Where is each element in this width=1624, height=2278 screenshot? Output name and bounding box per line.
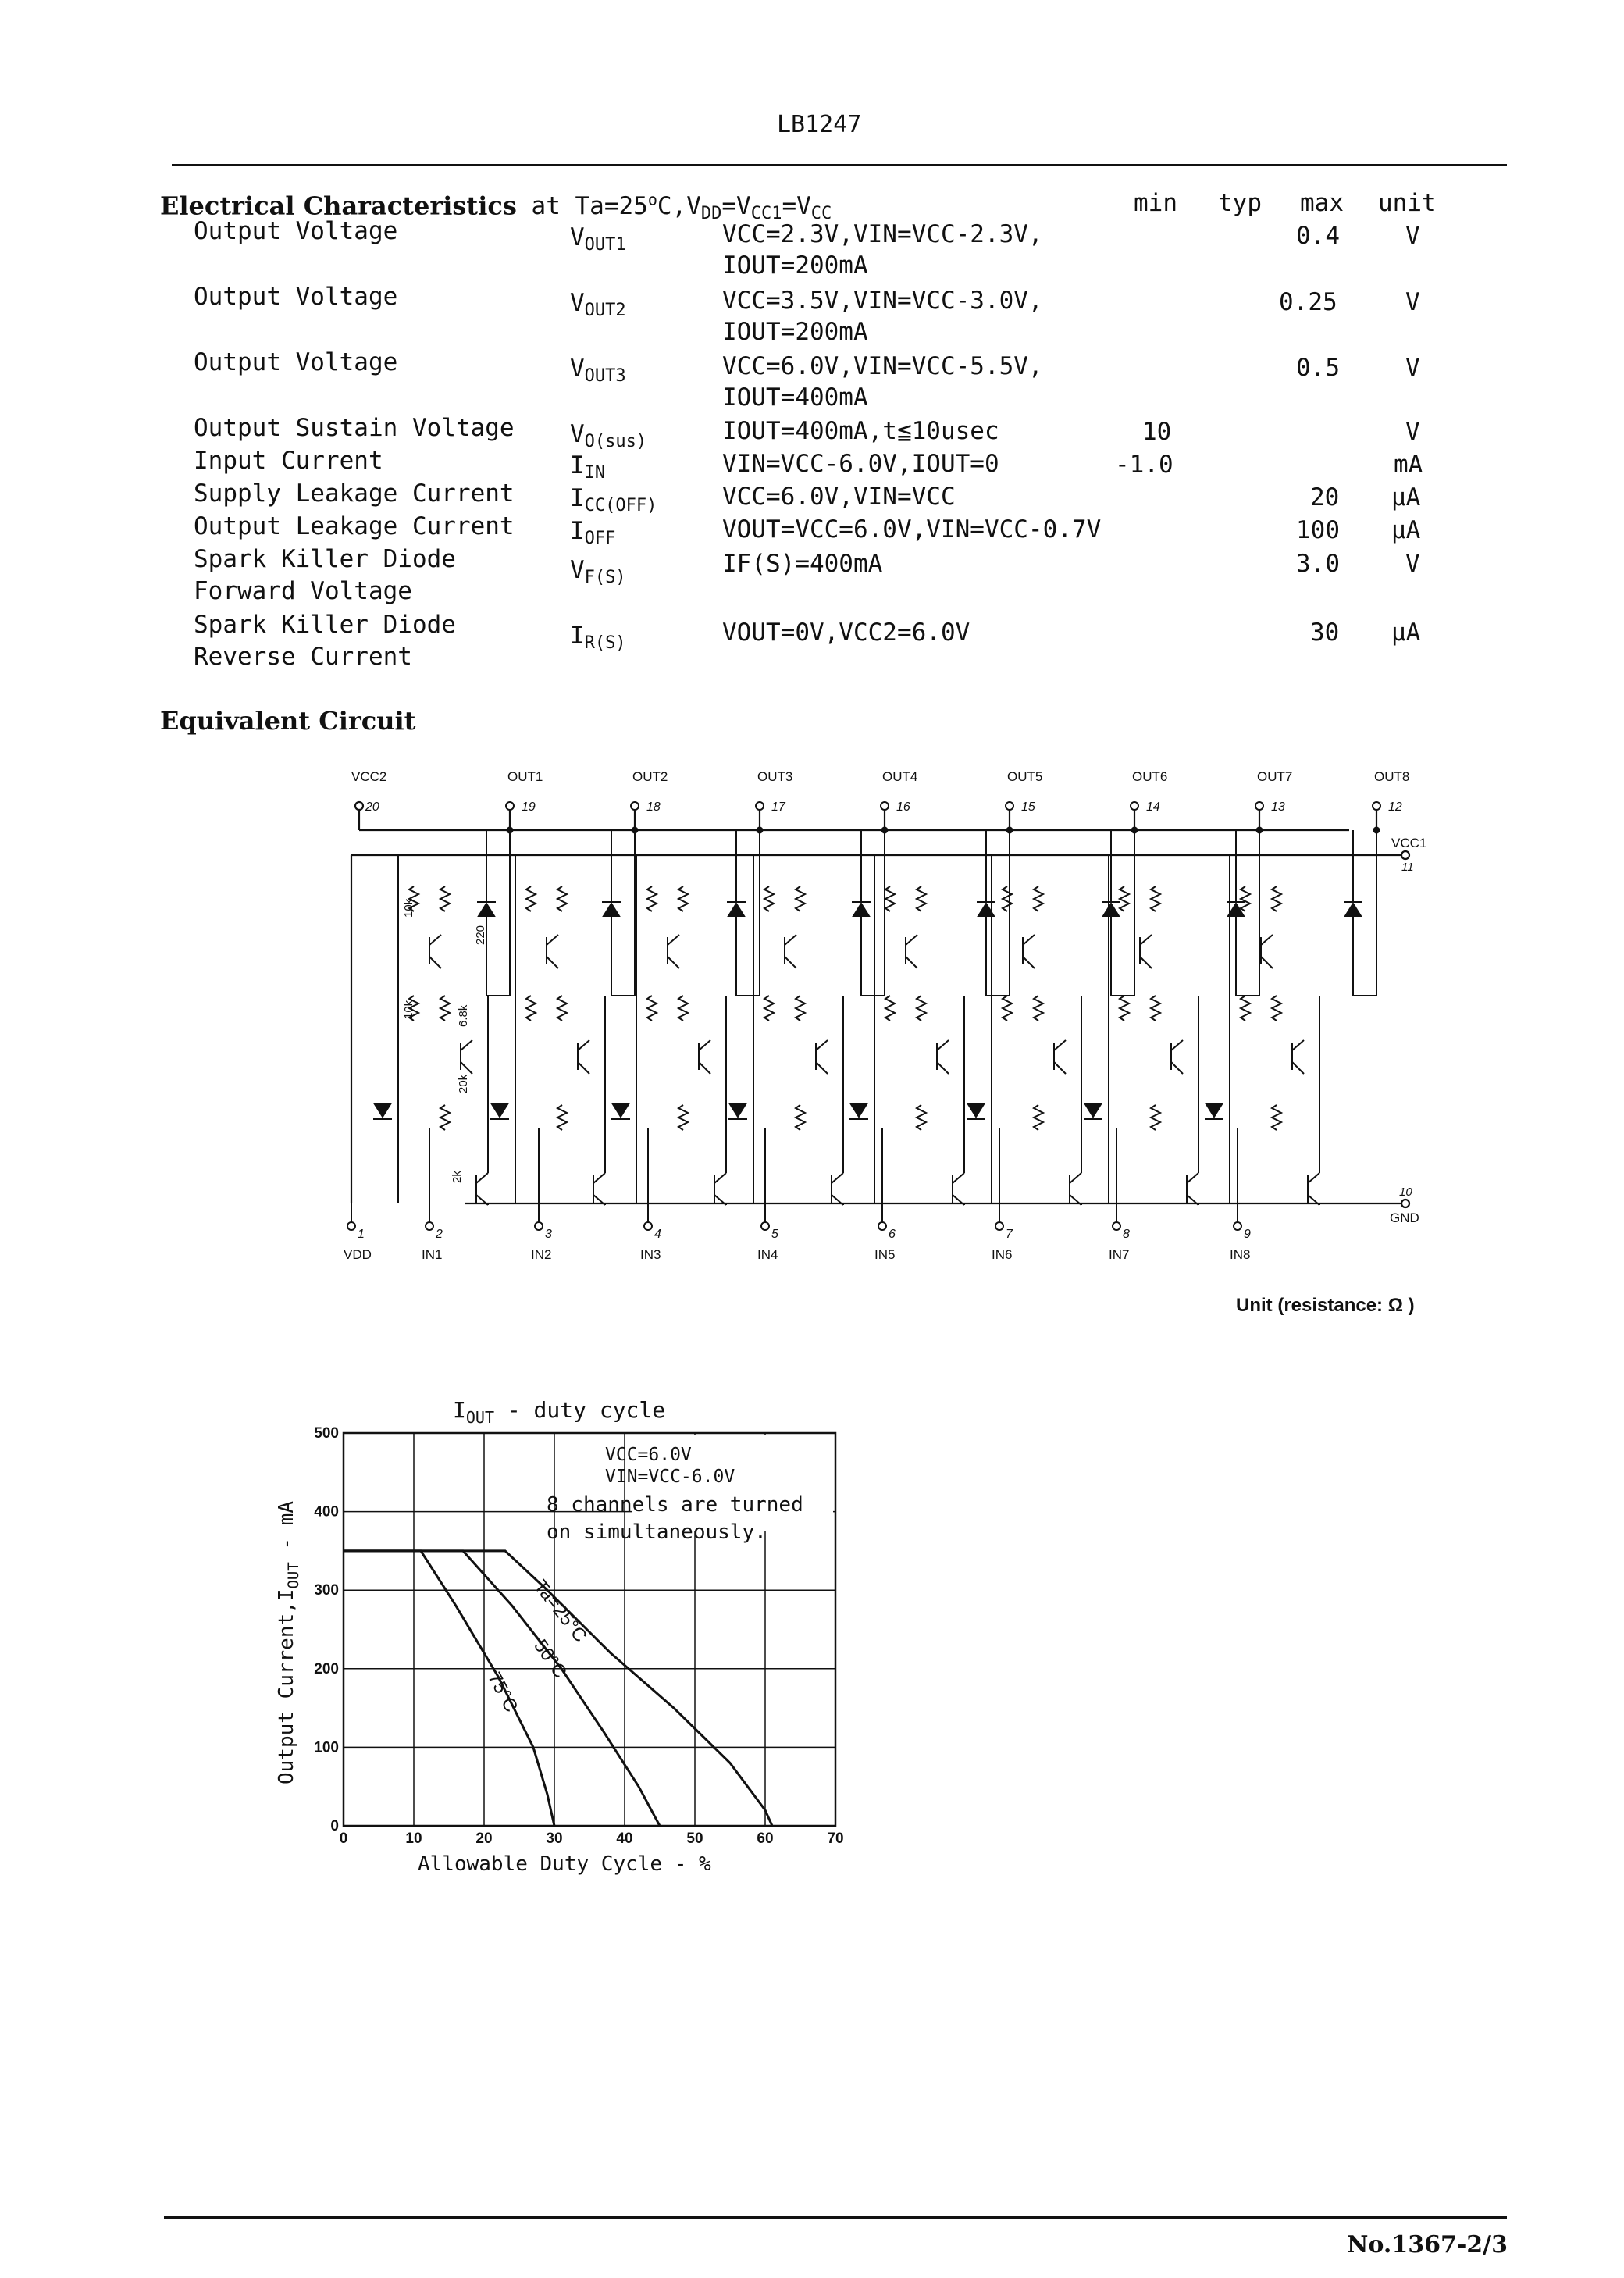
top-pin-terminal	[1255, 802, 1263, 810]
bottom-pin-name: IN5	[874, 1247, 896, 1262]
row-max: 3.0	[1296, 550, 1340, 578]
row-condition: VOUT=VCC=6.0V,VIN=VCC-0.7V	[722, 515, 1102, 544]
row-min: -1.0	[1115, 451, 1173, 479]
junction-dot	[757, 828, 763, 833]
transistor-collector	[832, 1173, 843, 1183]
bottom-pin-terminal	[761, 1222, 769, 1230]
chart-condition: on simultaneously.	[547, 1520, 767, 1544]
transistor-emitter	[699, 1062, 710, 1074]
input-diode	[1085, 1104, 1101, 1117]
resistor	[557, 886, 567, 911]
transistor-collector	[937, 1040, 949, 1050]
row-symbol	[570, 450, 605, 481]
input-diode	[1206, 1104, 1222, 1117]
resistor	[440, 886, 450, 911]
top-pin-name: OUT5	[1007, 769, 1043, 784]
row-unit: V	[1405, 418, 1420, 446]
title-condition: at $Ta=25^oC,V_{DD}=V_{CC1}=V_{CC}$	[531, 191, 832, 224]
transistor-emitter	[668, 957, 679, 968]
top-pin-number: 16	[896, 800, 910, 814]
spark-killer-diode	[853, 904, 869, 916]
bottom-pin-name: VDD	[344, 1247, 372, 1262]
resistor-value-label: 10k	[402, 898, 415, 918]
resistor	[1003, 886, 1012, 911]
bottom-pin-name: IN7	[1109, 1247, 1130, 1262]
transistor-emitter	[1140, 957, 1152, 968]
top-pin-name: OUT2	[632, 769, 668, 784]
bottom-pin-terminal	[535, 1222, 543, 1230]
row-symbol	[570, 554, 626, 586]
transistor-collector	[1140, 935, 1152, 945]
transistor-emitter	[785, 957, 796, 968]
transistor-emitter	[1054, 1062, 1066, 1074]
transistor-collector	[1054, 1040, 1066, 1050]
junction-dot	[882, 828, 888, 833]
spark-killer-diode	[604, 904, 619, 916]
resistor	[526, 996, 536, 1021]
row-max: 0.4	[1296, 222, 1340, 250]
row-sym: V	[570, 355, 585, 383]
row-condition: VCC=3.5V,VIN=VCC-3.0V,	[722, 287, 1043, 315]
driver-cell	[490, 828, 638, 1206]
row-unit: µA	[1391, 516, 1421, 544]
transistor-emitter	[816, 1062, 828, 1074]
resistor	[1151, 996, 1160, 1021]
series-label: Ta=25°C	[529, 1576, 591, 1647]
driver-cell	[373, 828, 513, 1206]
resistor	[917, 886, 926, 911]
top-pin-number: 14	[1146, 800, 1160, 814]
row-symbol	[570, 620, 626, 651]
resistor	[1003, 996, 1012, 1021]
row-condition: VIN=VCC-6.0V,IOUT=0	[722, 450, 999, 478]
input-diode	[730, 1104, 746, 1117]
resistor	[796, 996, 805, 1021]
top-pin-terminal	[506, 802, 514, 810]
transistor-collector	[461, 1040, 472, 1050]
row-name: Output Voltage	[194, 283, 398, 311]
y-tick-label: 100	[314, 1739, 339, 1756]
resistor	[526, 886, 536, 911]
junction-dot	[1257, 828, 1263, 833]
bottom-pin-name: IN3	[640, 1247, 661, 1262]
top-pin-number: 20	[365, 800, 379, 814]
row-name: Input Current	[194, 447, 383, 475]
resistor	[678, 1105, 688, 1130]
resistor	[1034, 1105, 1043, 1130]
resistor	[647, 996, 657, 1021]
bottom-pin-name: IN4	[757, 1247, 778, 1262]
input-diode	[613, 1104, 629, 1117]
row-max: 100	[1296, 516, 1340, 544]
x-tick-label: 10	[405, 1831, 422, 1847]
bottom-pin-name: IN1	[422, 1247, 443, 1262]
transistor-collector	[1187, 1173, 1198, 1183]
row-max: 30	[1310, 619, 1340, 647]
row-unit: V	[1405, 550, 1420, 578]
chart-condition: VCC=6.0V	[605, 1445, 692, 1465]
resistor	[1272, 996, 1281, 1021]
transistor-collector	[1308, 1173, 1320, 1183]
resistor	[1120, 996, 1129, 1021]
row-sym-sub: OUT3	[584, 366, 626, 386]
driver-cell	[1205, 828, 1380, 1206]
transistor-emitter	[1261, 957, 1273, 968]
junction-dot	[632, 828, 638, 833]
vcc1-number: 11	[1401, 861, 1414, 874]
chart-title: $I_{OUT}$ - duty cycle	[453, 1397, 666, 1427]
resistor	[885, 886, 895, 911]
transistor-collector	[429, 935, 441, 945]
row-name-2: Reverse Current	[194, 643, 412, 671]
x-tick-label: 40	[616, 1831, 633, 1847]
bottom-pin-number: 2	[436, 1228, 443, 1241]
junction-dot	[1374, 828, 1380, 833]
transistor-collector	[785, 935, 796, 945]
characteristics-title-bold: Electrical Characteristics	[160, 191, 517, 221]
top-pin-name: OUT6	[1132, 769, 1168, 784]
row-max: 0.25	[1279, 288, 1337, 316]
bottom-pin-terminal	[426, 1222, 433, 1230]
top-pin-name: OUT3	[757, 769, 793, 784]
resistor	[1241, 996, 1250, 1021]
resistor	[917, 996, 926, 1021]
row-name-2: Forward Voltage	[194, 577, 412, 605]
transistor-emitter	[1171, 1062, 1183, 1074]
row-sym-sub: OFF	[584, 529, 616, 548]
resistor-value-label: 10k	[402, 1000, 415, 1019]
iout-duty-chart	[265, 1382, 859, 1882]
row-unit: mA	[1394, 451, 1423, 479]
title-sub-cc1: CC1	[750, 204, 782, 224]
top-pin-number: 18	[646, 800, 661, 814]
gnd-number: 10	[1399, 1185, 1412, 1199]
transistor-emitter	[547, 957, 558, 968]
transistor-emitter	[937, 1062, 949, 1074]
transistor-collector	[547, 935, 558, 945]
transistor-collector	[1292, 1040, 1304, 1050]
top-pin-number: 17	[771, 800, 785, 814]
row-condition: IF(S)=400mA	[722, 550, 883, 578]
row-name: Output Sustain Voltage	[194, 414, 515, 442]
row-unit: V	[1405, 222, 1420, 250]
row-name: Output Voltage	[194, 217, 398, 245]
resistor	[678, 886, 688, 911]
transistor-emitter	[429, 957, 441, 968]
y-tick-label: 500	[314, 1425, 339, 1442]
row-sym-sub: O(sus)	[584, 432, 647, 451]
y-tick-label: 300	[314, 1582, 339, 1599]
row-name: Output Leakage Current	[194, 512, 515, 540]
row-condition: VCC=6.0V,VIN=VCC-5.5V,	[722, 352, 1043, 380]
footer-rule	[164, 2216, 1507, 2219]
x-tick-label: 60	[757, 1831, 774, 1847]
title-sub-dd: DD	[700, 204, 722, 224]
resistor	[764, 886, 774, 911]
resistor-value-label: 20k	[457, 1074, 470, 1093]
row-condition: VCC=6.0V,VIN=VCC	[722, 483, 956, 511]
bottom-pin-number: 9	[1244, 1228, 1251, 1241]
input-diode	[851, 1104, 867, 1117]
input-diode	[375, 1104, 390, 1117]
y-tick-label: 200	[314, 1660, 339, 1677]
y-tick-label: 0	[330, 1818, 339, 1834]
transistor-collector	[593, 1173, 605, 1183]
row-sym-sub: OUT1	[584, 235, 626, 255]
resistor	[440, 996, 450, 1021]
bottom-pin-name: IN2	[531, 1247, 552, 1262]
resistor	[796, 886, 805, 911]
top-pin-terminal	[631, 802, 639, 810]
resistor	[647, 886, 657, 911]
x-tick-label: 70	[827, 1831, 844, 1847]
top-pin-terminal	[756, 802, 764, 810]
transistor-collector	[476, 1173, 488, 1183]
row-min: 10	[1142, 418, 1172, 446]
unit-note: Unit (resistance: Ω )	[1236, 1295, 1415, 1316]
gnd-label: GND	[1390, 1210, 1419, 1225]
row-sym-sub: R(S)	[584, 633, 626, 653]
y-axis-label: Output $Current,I_{OUT}$ - mA	[275, 1500, 302, 1784]
transistor-collector	[699, 1040, 710, 1050]
row-unit: µA	[1391, 619, 1421, 647]
x-tick-label: 0	[339, 1831, 348, 1847]
resistor	[557, 996, 567, 1021]
row-condition: VCC=2.3V,VIN=VCC-2.3V,	[722, 220, 1043, 248]
row-sym: V	[570, 420, 585, 448]
resistor	[678, 996, 688, 1021]
top-pin-name: OUT4	[882, 769, 918, 784]
bottom-pin-terminal	[644, 1222, 652, 1230]
header-rule	[172, 164, 1507, 166]
x-tick-label: 50	[686, 1831, 703, 1847]
series-label: 50°C	[529, 1635, 571, 1682]
equivalent-circuit	[328, 761, 1437, 1269]
row-condition-2: IOUT=200mA	[722, 251, 868, 280]
transistor-collector	[1070, 1173, 1081, 1183]
resistor	[1272, 886, 1281, 911]
x-tick-label: 30	[546, 1831, 563, 1847]
transistor-collector	[714, 1173, 726, 1183]
row-unit: µA	[1391, 483, 1421, 512]
driver-cell	[728, 828, 888, 1206]
resistor	[1272, 1105, 1281, 1130]
top-pin-number: 12	[1388, 800, 1402, 814]
junction-dot	[1007, 828, 1013, 833]
row-condition: IOUT=400mA,t≦10usec	[722, 417, 999, 445]
resistor-value-label: 220	[474, 925, 487, 945]
row-sym: I	[570, 622, 585, 650]
top-pin-number: 13	[1271, 800, 1285, 814]
bottom-pin-terminal	[347, 1222, 355, 1230]
col-unit-header: unit	[1378, 189, 1437, 217]
row-max: 0.5	[1296, 354, 1340, 382]
row-sym: I	[570, 451, 585, 479]
col-min-header: min	[1134, 189, 1177, 217]
resistor	[796, 1105, 805, 1130]
input-diode	[492, 1104, 508, 1117]
resistor-value-label: 2k	[451, 1171, 464, 1183]
title-sub-cc: CC	[810, 204, 832, 224]
row-symbol	[570, 353, 626, 384]
vcc1-label: VCC1	[1391, 836, 1427, 850]
bottom-pin-name: IN8	[1230, 1247, 1251, 1262]
top-pin-number: 15	[1021, 800, 1035, 814]
row-name: Spark Killer Diode	[194, 611, 456, 639]
x-tick-label: 20	[475, 1831, 493, 1847]
row-symbol	[570, 419, 646, 450]
top-pin-name: OUT7	[1257, 769, 1293, 784]
row-condition-2: IOUT=200mA	[722, 318, 868, 346]
title-cond-b: C,V	[657, 192, 701, 221]
top-pin-terminal	[1131, 802, 1138, 810]
bottom-pin-terminal	[1234, 1222, 1241, 1230]
driver-cell	[849, 828, 1013, 1206]
resistor	[1241, 886, 1250, 911]
row-sym: V	[570, 223, 585, 251]
series-label: 75°C	[483, 1669, 522, 1717]
transistor-emitter	[906, 957, 917, 968]
resistor	[1151, 886, 1160, 911]
row-symbol	[570, 515, 615, 547]
top-pin-name: OUT8	[1374, 769, 1410, 784]
spark-killer-diode	[728, 904, 744, 916]
spark-killer-diode	[1103, 904, 1119, 916]
transistor-collector	[1023, 935, 1035, 945]
title-cond-a: at Ta=25	[531, 192, 648, 221]
resistor	[1151, 1105, 1160, 1130]
spark-killer-diode	[1345, 904, 1361, 916]
junction-dot	[1132, 828, 1138, 833]
series-line	[344, 1551, 554, 1826]
bottom-pin-number: 8	[1123, 1228, 1130, 1241]
transistor-collector	[668, 935, 679, 945]
spark-killer-diode	[479, 904, 494, 916]
row-symbol	[570, 287, 626, 319]
row-symbol	[570, 483, 657, 514]
row-condition-2: IOUT=400mA	[722, 383, 868, 412]
bottom-pin-terminal	[1113, 1222, 1120, 1230]
transistor-emitter	[1292, 1062, 1304, 1074]
bottom-pin-number: 1	[358, 1228, 365, 1241]
title-cond-c: =V	[721, 192, 751, 221]
input-diode	[968, 1104, 984, 1117]
resistor-value-label: 6.8k	[457, 1004, 470, 1027]
bottom-pin-number: 5	[771, 1228, 778, 1241]
resistor	[1034, 886, 1043, 911]
resistor	[764, 996, 774, 1021]
transistor-collector	[816, 1040, 828, 1050]
col-max-header: max	[1300, 189, 1344, 217]
resistor	[440, 1105, 450, 1130]
row-unit: V	[1405, 288, 1420, 316]
page-reference: No.1367-2/3	[1347, 2231, 1508, 2258]
bottom-pin-terminal	[995, 1222, 1003, 1230]
junction-dot	[508, 828, 513, 833]
bottom-pin-number: 4	[654, 1228, 661, 1241]
row-max: 20	[1310, 483, 1340, 512]
resistor	[557, 1105, 567, 1130]
row-symbol	[570, 222, 626, 253]
resistor	[917, 1105, 926, 1130]
resistor	[1034, 996, 1043, 1021]
row-sym: I	[570, 484, 585, 512]
transistor-collector	[906, 935, 917, 945]
bottom-pin-number: 7	[1006, 1228, 1013, 1241]
row-sym: V	[570, 556, 585, 584]
part-number: LB1247	[777, 111, 862, 138]
resistor	[885, 996, 895, 1021]
top-pin-name: OUT1	[508, 769, 543, 784]
row-name: Spark Killer Diode	[194, 545, 456, 573]
y-tick-label: 400	[314, 1503, 339, 1520]
row-name: Supply Leakage Current	[194, 479, 515, 508]
row-sym: V	[570, 289, 585, 317]
circuit-title: Equivalent Circuit	[160, 706, 416, 736]
transistor-collector	[578, 1040, 589, 1050]
row-sym-sub: OUT2	[584, 301, 626, 320]
chart-condition: VIN=VCC-6.0V	[605, 1467, 735, 1487]
row-name: Output Voltage	[194, 348, 398, 376]
row-sym-sub: F(S)	[584, 568, 626, 587]
driver-cell	[967, 828, 1138, 1206]
row-condition: VOUT=0V,VCC2=6.0V	[722, 619, 970, 647]
top-pin-number: 19	[522, 800, 536, 814]
x-axis-label: Allowable Duty Cycle - %	[418, 1852, 711, 1876]
row-sym-sub: IN	[584, 463, 606, 483]
row-sym-sub: CC(OFF)	[584, 496, 657, 515]
top-pin-terminal	[1006, 802, 1013, 810]
transistor-collector	[1171, 1040, 1183, 1050]
col-typ-header: typ	[1218, 189, 1262, 217]
transistor-emitter	[1023, 957, 1035, 968]
bottom-pin-name: IN6	[992, 1247, 1013, 1262]
bottom-pin-terminal	[878, 1222, 886, 1230]
bottom-pin-number: 6	[889, 1228, 896, 1241]
top-pin-name: VCC2	[351, 769, 387, 784]
transistor-collector	[953, 1173, 964, 1183]
transistor-collector	[1261, 935, 1273, 945]
top-pin-terminal	[881, 802, 889, 810]
transistor-emitter	[578, 1062, 589, 1074]
top-pin-terminal	[1373, 802, 1380, 810]
chart-condition: 8 channels are turned	[547, 1493, 803, 1517]
transistor-emitter	[461, 1062, 472, 1074]
title-cond-d: =V	[782, 192, 811, 221]
row-unit: V	[1405, 354, 1420, 382]
row-sym: I	[570, 517, 585, 545]
bottom-pin-number: 3	[545, 1228, 552, 1241]
resistor	[1120, 886, 1129, 911]
